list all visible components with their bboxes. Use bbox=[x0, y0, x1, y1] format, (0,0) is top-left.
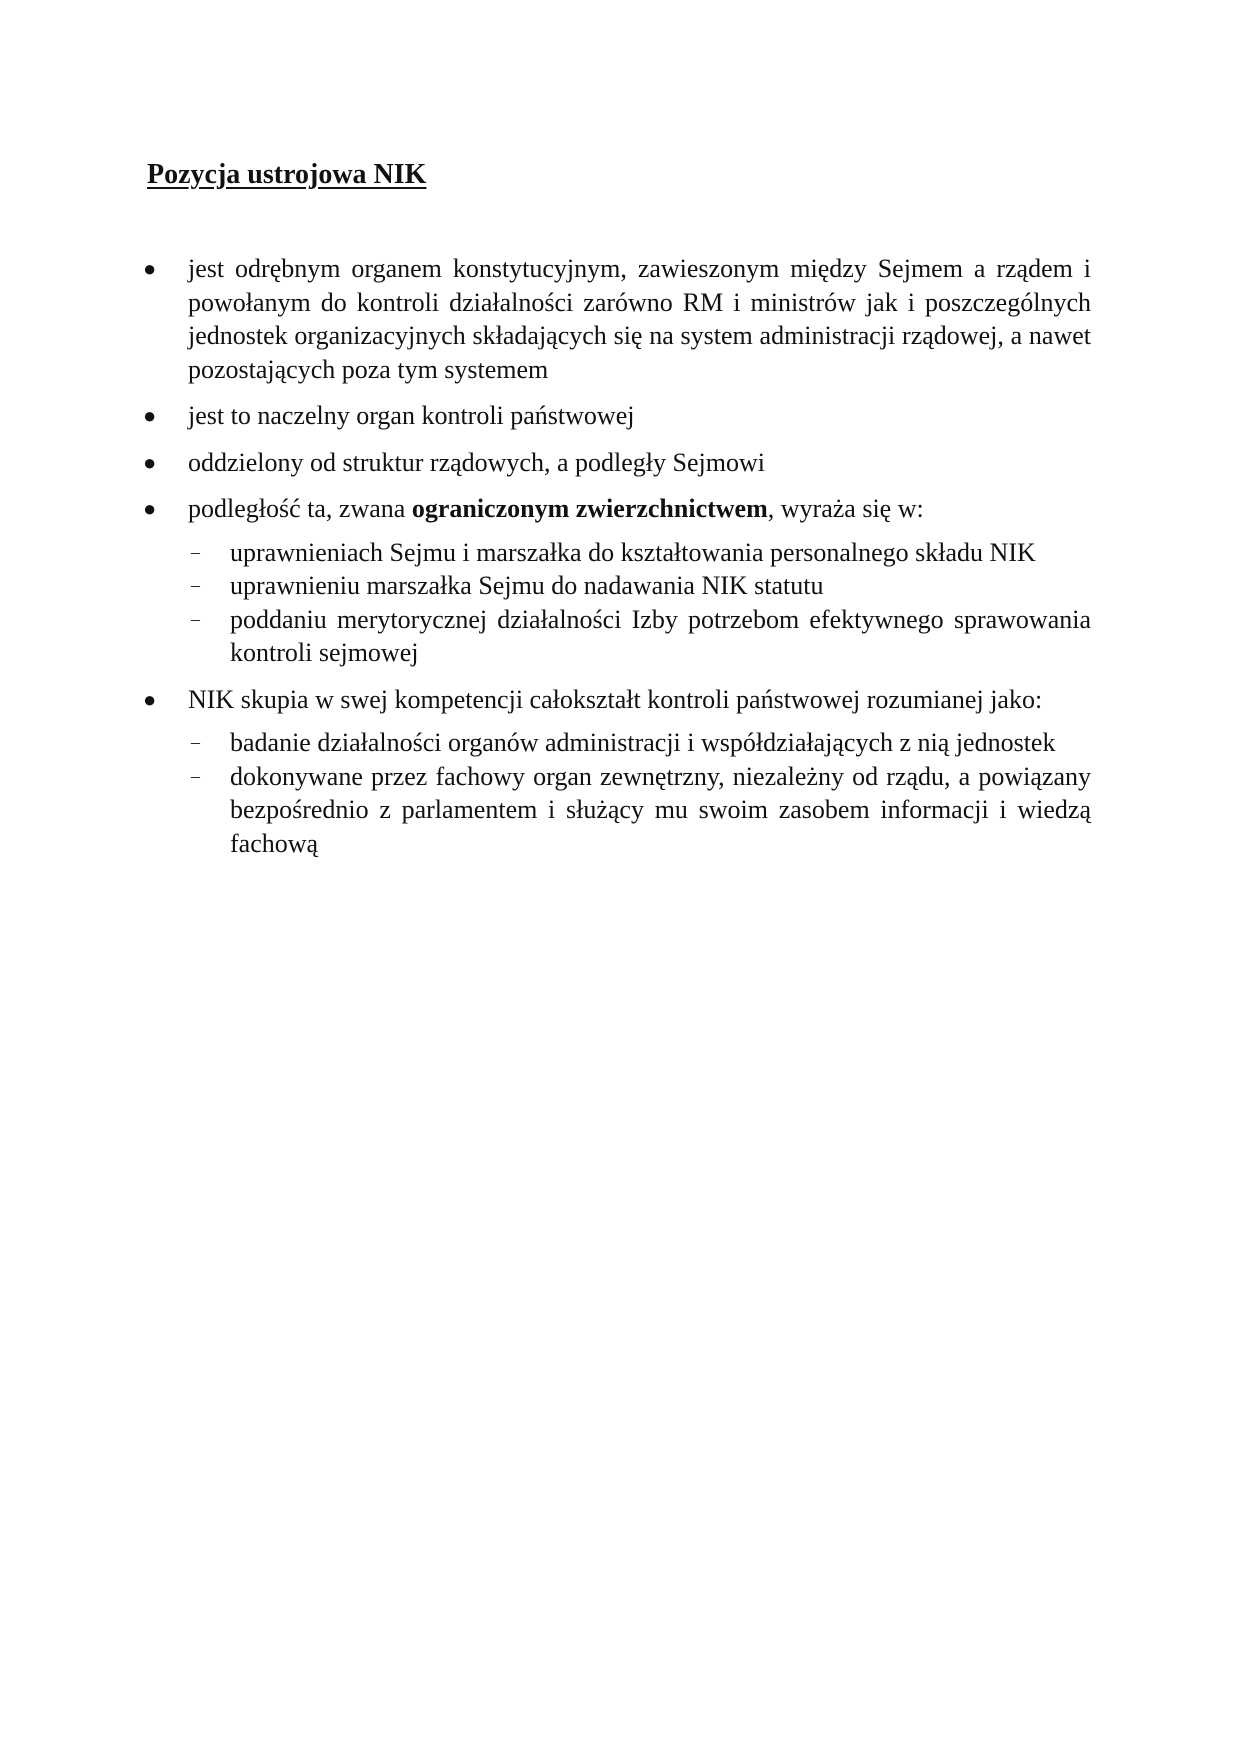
dash-icon: – bbox=[191, 575, 200, 595]
list-item-text: oddzielony od struktur rządowych, a podległy Sejmowi bbox=[188, 447, 765, 477]
list-item bbox=[0, 492, 1091, 670]
list-item-text-after: , wyraża się w: bbox=[767, 494, 924, 523]
list-item-text: NIK skupia w swej kompetencji całokształt kontroli państwowej rozumianej jako: bbox=[188, 684, 1043, 714]
list-item-bold-term: ograniczonym zwierzchnictwem bbox=[411, 494, 768, 523]
dash-icon: – bbox=[191, 541, 200, 562]
list-item bbox=[0, 252, 1091, 386]
sub-dash-list bbox=[188, 726, 1091, 860]
sub-list-item bbox=[188, 760, 1091, 861]
list-item bbox=[0, 446, 1091, 480]
bullet-icon: ● bbox=[143, 496, 157, 521]
sub-list-item-text: dokonywane przez fachowy organ zewnętrzny, niezależny od rządu, a powiązany bezpośrednio z parlamentem i służący mu swoim zasobem informacji i wiedzą fachową bbox=[230, 761, 1091, 858]
list-item-text-before: podległość ta, zwana bbox=[188, 494, 412, 523]
dash-icon: – bbox=[191, 608, 200, 629]
bullet-icon: ● bbox=[143, 686, 157, 712]
sub-list-item bbox=[188, 726, 1091, 760]
list-item bbox=[0, 399, 1091, 433]
bullet-icon: ● bbox=[143, 403, 157, 428]
sub-list-item bbox=[188, 536, 1091, 570]
list-item bbox=[0, 683, 1091, 861]
dash-icon: – bbox=[191, 765, 200, 786]
list-item-text: jest to naczelny organ kontroli państwowej bbox=[188, 401, 635, 430]
bullet-icon: ● bbox=[143, 256, 157, 281]
sub-list-item-text: uprawnieniu marszałka Sejmu do nadawania NIK statutu bbox=[230, 571, 824, 600]
sub-list-item bbox=[188, 569, 1091, 603]
sub-list-item-text: poddaniu merytorycznej działalności Izby potrzebom efektywnego sprawowania kontroli sejmowej bbox=[230, 604, 1091, 667]
sub-list-item bbox=[188, 603, 1091, 670]
document-title: Pozycja ustrojowa NIK bbox=[147, 159, 427, 190]
dash-icon: – bbox=[191, 732, 200, 752]
sub-dash-list bbox=[188, 536, 1091, 670]
sub-list-item-text: uprawnieniach Sejmu i marszałka do kształtowania personalnego składu NIK bbox=[230, 537, 1036, 567]
bullet-icon: ● bbox=[143, 449, 157, 475]
sub-list-item-text: badanie działalności organów administracji i współdziałających z nią jednostek bbox=[230, 728, 1056, 757]
list-item-text: jest odrębnym organem konstytucyjnym, zawieszonym między Sejmem a rządem i powołanym do kontroli działalności zarówno RM i ministrów jak i poszczególnych jednostek organizacyjnych składających się na system administracji rządowej, a nawet pozostających poza tym systemem bbox=[188, 254, 1091, 384]
main-bullet-list bbox=[0, 252, 1240, 860]
